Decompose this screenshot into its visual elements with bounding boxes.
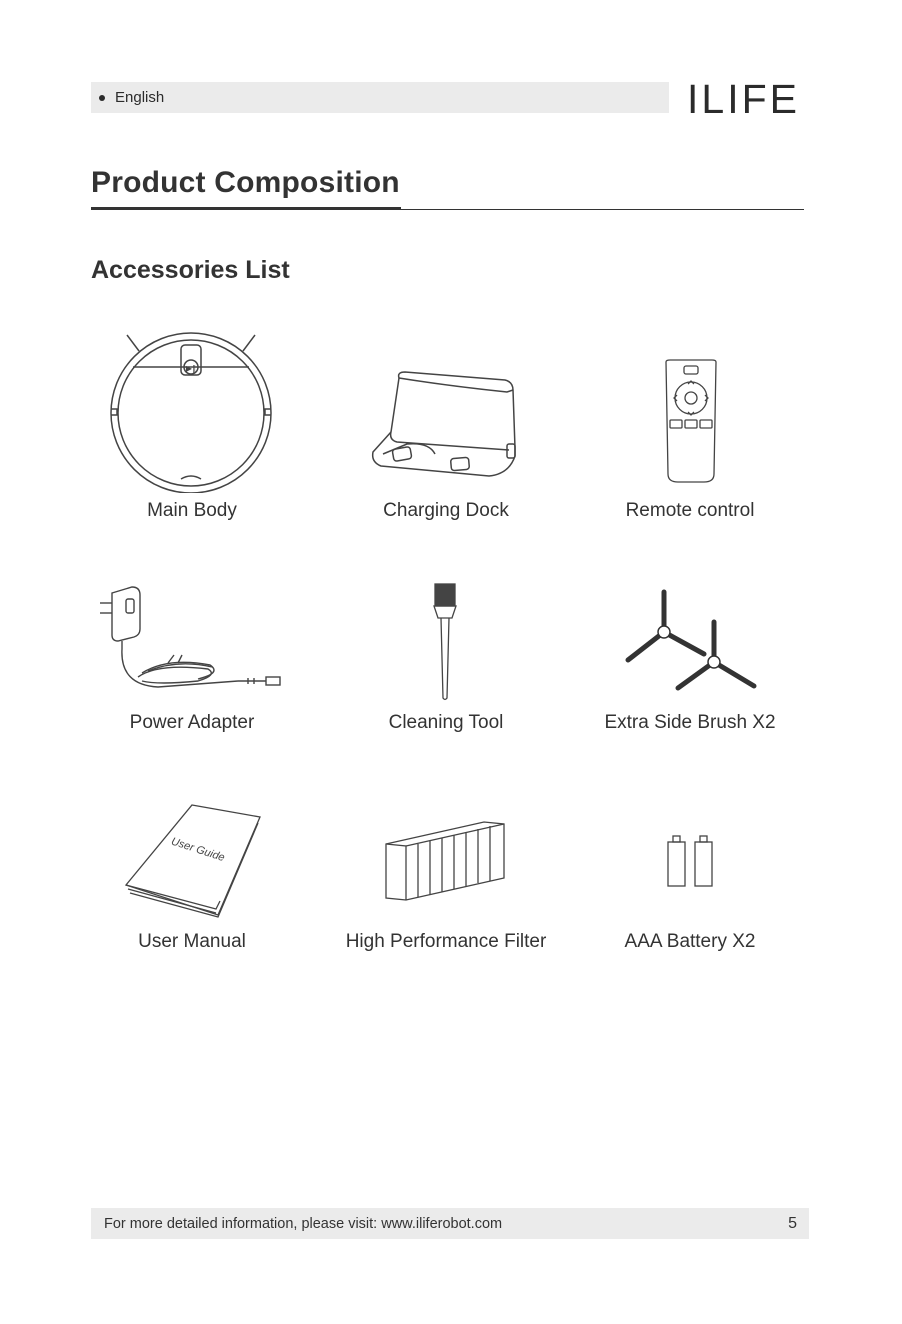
svg-text:▶‖: ▶‖: [185, 364, 197, 373]
bullet-icon: [99, 95, 105, 101]
power-adapter-icon: [98, 585, 282, 695]
page-number: 5: [788, 1214, 797, 1232]
language-bar: [91, 82, 669, 113]
caption-user-manual: User Manual: [138, 931, 246, 952]
caption-filter: High Performance Filter: [345, 931, 547, 952]
charging-dock-icon: [369, 370, 521, 485]
cleaning-tool-icon: [430, 582, 460, 702]
caption-battery: AAA Battery X2: [624, 931, 756, 952]
caption-main-body: Main Body: [147, 500, 237, 521]
section-heading: Accessories List: [91, 256, 290, 284]
side-brush-icon: [622, 588, 758, 692]
remote-control-icon: [662, 358, 720, 484]
battery-icon: [664, 834, 716, 890]
footer-info: For more detailed information, please visit: www.iliferobot.com: [104, 1215, 503, 1232]
filter-icon: [384, 820, 508, 904]
footer-bar: [91, 1208, 809, 1239]
svg-text:ILIFE: ILIFE: [687, 80, 800, 116]
title-underline: [91, 207, 401, 210]
caption-cleaning-tool: Cleaning Tool: [388, 712, 504, 733]
page-title: Product Composition: [91, 166, 400, 199]
caption-side-brush: Extra Side Brush X2: [604, 712, 776, 733]
ilife-logo: [687, 80, 805, 116]
caption-power-adapter: Power Adapter: [129, 712, 255, 733]
caption-charging-dock: Charging Dock: [383, 500, 509, 521]
language-label: English: [115, 89, 165, 106]
user-manual-icon: [122, 803, 262, 919]
svg-text:User Guide: User Guide: [169, 835, 227, 865]
caption-remote-control: Remote control: [625, 500, 755, 521]
robot-vacuum-icon: [105, 323, 277, 493]
